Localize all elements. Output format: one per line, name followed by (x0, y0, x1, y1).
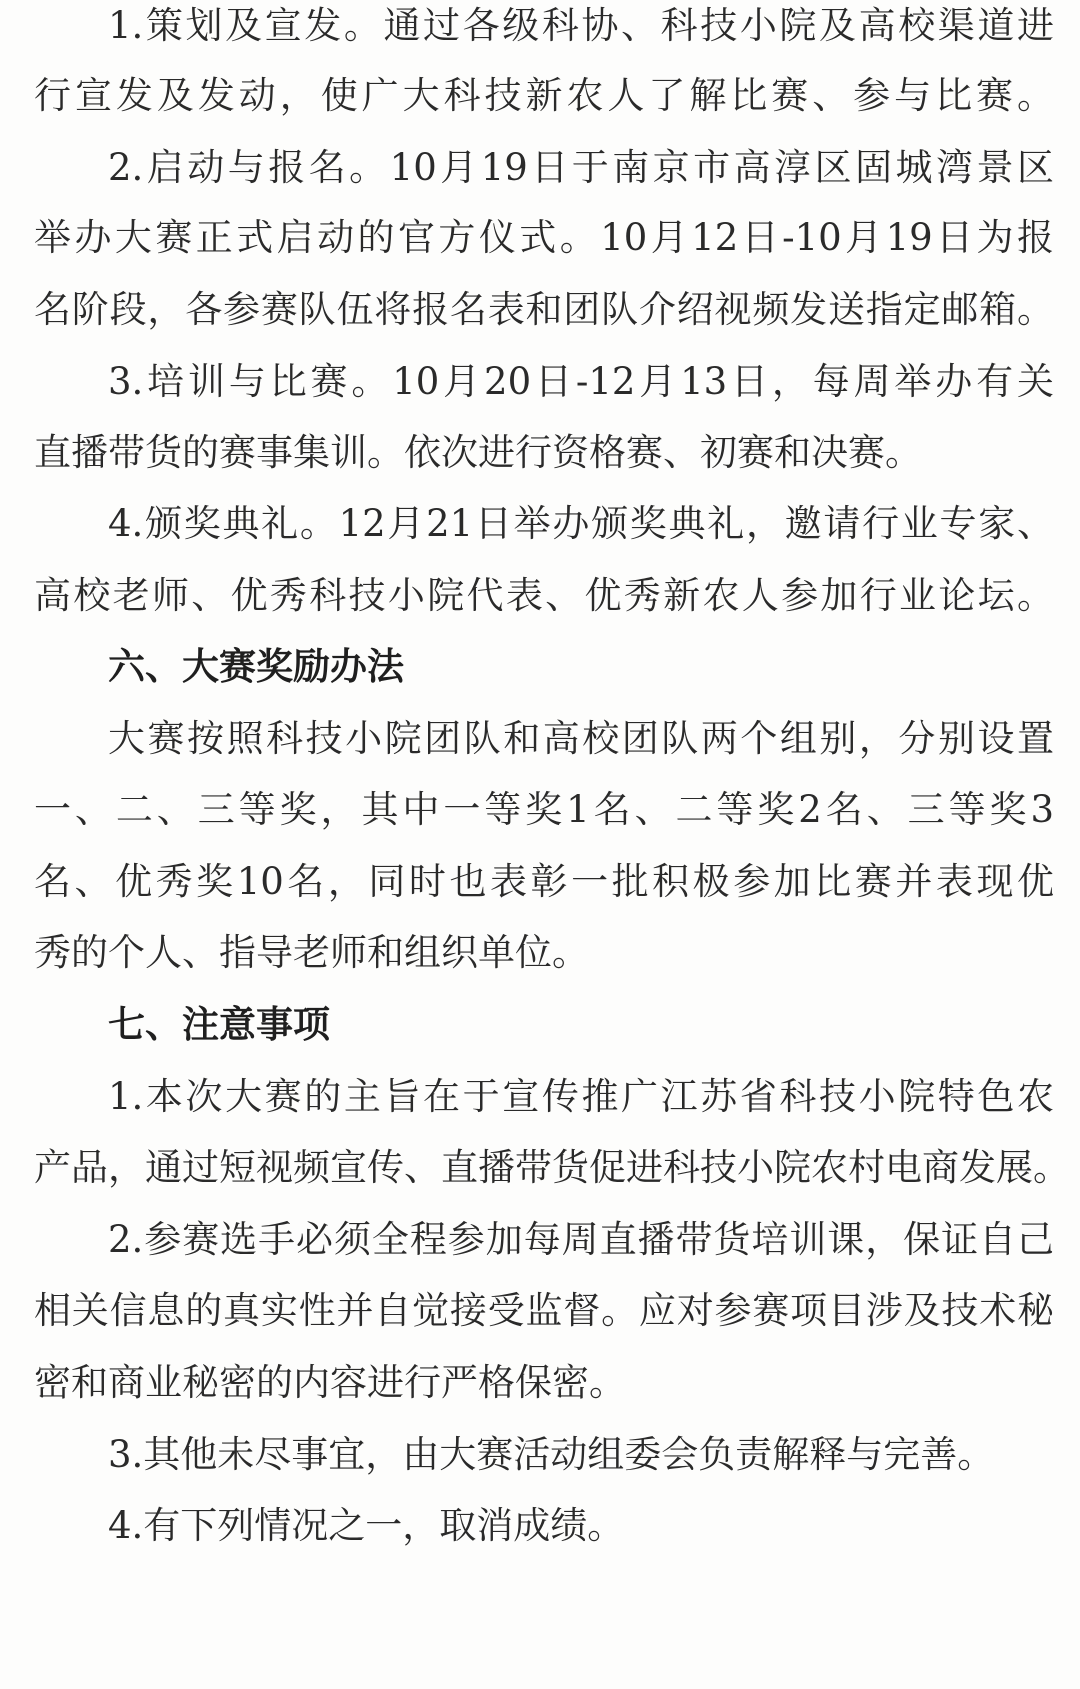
paragraph-line: 3.培训与比赛。10月20日-12月13日，每周举办有关 (108, 360, 1054, 403)
paragraph-line: 高校老师、优秀科技小院代表、优秀新农人参加行业论坛。 (34, 574, 1054, 617)
paragraph-line: 1.策划及宣发。通过各级科协、科技小院及高校渠道进 (108, 4, 1054, 47)
paragraph-line: 秀的个人、指导老师和组织单位。 (34, 931, 589, 974)
paragraph-line: 举办大赛正式启动的官方仪式。10月12日-10月19日为报 (34, 216, 1054, 259)
paragraph-line: 密和商业秘密的内容进行严格保密。 (34, 1361, 626, 1404)
paragraph-line: 4.颁奖典礼。12月21日举办颁奖典礼，邀请行业专家、 (108, 502, 1054, 545)
paragraph-line: 4.有下列情况之一，取消成绩。 (108, 1504, 625, 1547)
paragraph-line: 相关信息的真实性并自觉接受监督。应对参赛项目涉及技术秘 (34, 1289, 1054, 1332)
paragraph-line: 名阶段，各参赛队伍将报名表和团队介绍视频发送指定邮箱。 (34, 288, 1054, 331)
paragraph-line: 产品，通过短视频宣传、直播带货促进科技小院农村电商发展。 (34, 1146, 1070, 1189)
paragraph-line: 一、二、三等奖，其中一等奖1名、二等奖2名、三等奖3 (34, 788, 1054, 831)
paragraph-line: 直播带货的赛事集训。依次进行资格赛、初赛和决赛。 (34, 431, 922, 474)
paragraph-line: 名、优秀奖10名，同时也表彰一批积极参加比赛并表现优 (34, 860, 1054, 903)
paragraph-line: 行宣发及发动，使广大科技新农人了解比赛、参与比赛。 (34, 74, 1054, 117)
paragraph-line: 2.启动与报名。10月19日于南京市高淳区固城湾景区 (108, 146, 1054, 189)
section-heading: 七、注意事项 (108, 1003, 330, 1046)
section-heading: 六、大赛奖励办法 (108, 645, 404, 688)
paragraph-line: 1.本次大赛的主旨在于宣传推广江苏省科技小院特色农 (108, 1075, 1054, 1118)
paragraph-line: 大赛按照科技小院团队和高校团队两个组别，分别设置 (108, 717, 1054, 760)
paragraph-line: 3.其他未尽事宜，由大赛活动组委会负责解释与完善。 (108, 1433, 995, 1476)
paragraph-line: 2.参赛选手必须全程参加每周直播带货培训课，保证自己 (108, 1218, 1054, 1261)
